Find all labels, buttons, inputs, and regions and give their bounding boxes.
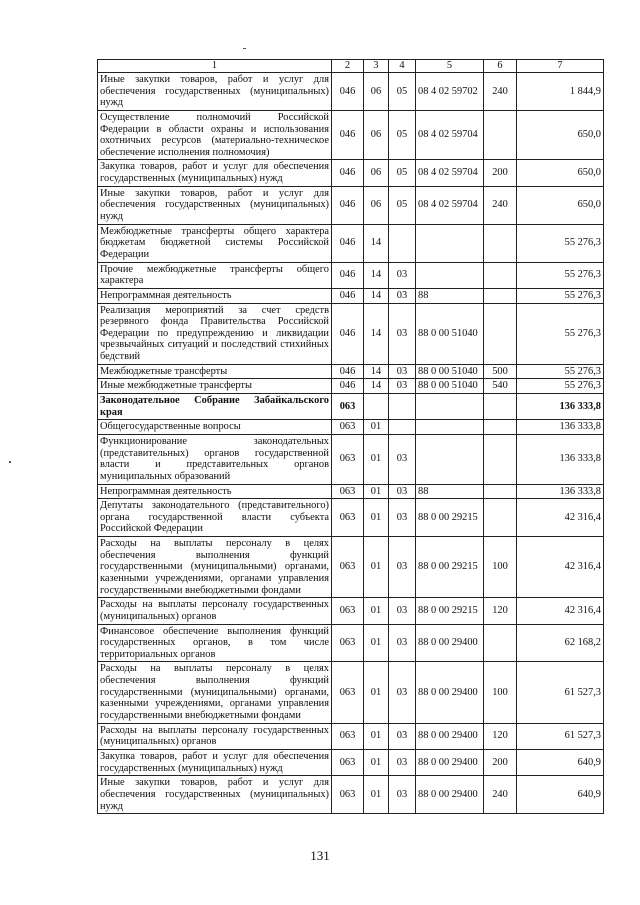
cell-target-article: 88 [416,288,484,303]
cell-expense-type: 120 [484,723,517,749]
cell-target-article: 88 0 00 51040 [416,364,484,379]
cell-ministry-code: 046 [332,303,364,364]
cell-expense-type [484,484,517,499]
column-header: 5 [416,60,484,73]
cell-amount: 136 333,8 [517,434,604,484]
table-row [98,537,604,598]
cell-ministry-code: 063 [332,624,364,662]
cell-subsection: 03 [389,749,416,775]
cell-section: 01 [364,420,389,435]
cell-expense-type [484,110,517,160]
cell-name: Межбюджетные трансферты общего характера бюджетам бюджетной системы Российской Федерации [98,224,332,262]
cell-section: 14 [364,288,389,303]
cell-ministry-code: 063 [332,394,364,420]
column-header: 2 [332,60,364,73]
cell-name: Иные закупки товаров, работ и услуг для обеспечения государственных (муниципальных) нужд [98,186,332,224]
cell-expense-type: 200 [484,749,517,775]
column-header: 7 [517,60,604,73]
cell-section: 01 [364,749,389,775]
cell-ministry-code: 063 [332,723,364,749]
cell-expense-type: 240 [484,73,517,111]
table-row [98,434,604,484]
cell-target-article: 88 0 00 29400 [416,662,484,723]
cell-expense-type [484,303,517,364]
cell-target-article: 88 0 00 51040 [416,303,484,364]
cell-expense-type [484,224,517,262]
table-row [98,303,604,364]
table-row [98,224,604,262]
table-row [98,288,604,303]
cell-amount: 55 276,3 [517,364,604,379]
budget-table [97,59,604,814]
cell-expense-type: 200 [484,160,517,186]
cell-target-article [416,434,484,484]
cell-expense-type: 540 [484,379,517,394]
cell-name: Иные межбюджетные трансферты [98,379,332,394]
page-number: 131 [310,848,330,863]
cell-section: 01 [364,434,389,484]
cell-subsection: 03 [389,598,416,624]
cell-name: Прочие межбюджетные трансферты общего характера [98,262,332,288]
cell-ministry-code: 063 [332,420,364,435]
cell-name: Общегосударственные вопросы [98,420,332,435]
cell-ministry-code: 046 [332,262,364,288]
cell-subsection: 03 [389,303,416,364]
cell-expense-type: 500 [484,364,517,379]
cell-target-article: 88 0 00 29400 [416,624,484,662]
cell-section: 01 [364,484,389,499]
cell-target-article: 88 0 00 51040 [416,379,484,394]
cell-subsection: 03 [389,537,416,598]
cell-expense-type: 100 [484,537,517,598]
table-row [98,160,604,186]
column-header: 4 [389,60,416,73]
cell-name: Финансовое обеспечение выполнения функций государственных органов, в том числе территориальных органов [98,624,332,662]
cell-section: 14 [364,262,389,288]
budget-table-wrapper [97,59,603,814]
cell-section: 14 [364,303,389,364]
cell-amount: 640,9 [517,776,604,814]
cell-subsection: 03 [389,776,416,814]
cell-amount: 55 276,3 [517,262,604,288]
cell-name: Расходы на выплаты персоналу в целях обеспечения выполнения функций государственными (муниципальными) органами, казенными учреждениями, органами управления государственными внебюджетными фондами [98,662,332,723]
cell-expense-type [484,499,517,537]
cell-section: 01 [364,662,389,723]
cell-ministry-code: 063 [332,662,364,723]
cell-name: Законодательное Собрание Забайкальского края [98,394,332,420]
cell-expense-type: 240 [484,186,517,224]
cell-subsection: 03 [389,484,416,499]
cell-name: Непрограммная деятельность [98,288,332,303]
cell-amount: 55 276,3 [517,303,604,364]
cell-target-article: 08 4 02 59704 [416,186,484,224]
table-row [98,186,604,224]
cell-expense-type [484,262,517,288]
cell-subsection: 03 [389,499,416,537]
table-row [98,624,604,662]
cell-target-article: 88 0 00 29215 [416,537,484,598]
cell-name: Депутаты законодательного (представительного) органа государственной власти субъекта Российской Федерации [98,499,332,537]
cell-amount: 1 844,9 [517,73,604,111]
cell-subsection: 05 [389,110,416,160]
cell-target-article [416,262,484,288]
table-row [98,73,604,111]
cell-section: 01 [364,537,389,598]
cell-name: Осуществление полномочий Российской Федерации в области охраны и использования охотничьих ресурсов (материально-техническое обеспечение исполнения полномочия) [98,110,332,160]
cell-expense-type: 240 [484,776,517,814]
cell-ministry-code: 046 [332,379,364,394]
cell-target-article: 88 0 00 29400 [416,749,484,775]
cell-target-article: 08 4 02 59704 [416,160,484,186]
cell-ministry-code: 063 [332,499,364,537]
cell-expense-type [484,420,517,435]
cell-amount: 42 316,4 [517,598,604,624]
cell-ministry-code: 046 [332,288,364,303]
cell-expense-type [484,394,517,420]
cell-section: 01 [364,776,389,814]
cell-name: Межбюджетные трансферты [98,364,332,379]
table-body [98,60,604,814]
cell-amount: 55 276,3 [517,379,604,394]
table-header-row [98,60,604,73]
cell-expense-type [484,434,517,484]
table-row [98,420,604,435]
scan-artifact [9,461,11,463]
cell-subsection: 03 [389,364,416,379]
cell-subsection: 03 [389,288,416,303]
cell-ministry-code: 046 [332,224,364,262]
cell-ministry-code: 046 [332,186,364,224]
cell-amount: 55 276,3 [517,224,604,262]
cell-amount: 650,0 [517,160,604,186]
table-row [98,662,604,723]
column-header: 1 [98,60,332,73]
cell-name: Функционирование законодательных (представительных) органов государственной власти и представительных органов муниципальных образований [98,434,332,484]
cell-ministry-code: 063 [332,434,364,484]
cell-section: 14 [364,364,389,379]
cell-section: 01 [364,499,389,537]
cell-amount: 61 527,3 [517,662,604,723]
cell-target-article [416,224,484,262]
cell-amount: 62 168,2 [517,624,604,662]
cell-section [364,394,389,420]
cell-amount: 42 316,4 [517,499,604,537]
cell-target-article: 88 0 00 29215 [416,598,484,624]
cell-expense-type [484,624,517,662]
cell-ministry-code: 046 [332,73,364,111]
cell-amount: 136 333,8 [517,420,604,435]
cell-section: 14 [364,379,389,394]
cell-subsection: 03 [389,662,416,723]
cell-subsection: 03 [389,624,416,662]
table-row [98,723,604,749]
cell-ministry-code: 063 [332,598,364,624]
cell-name: Реализация мероприятий за счет средств резервного фонда Правительства Российской Федерации по предупреждению и ликвидации чрезвычайных ситуаций и последствий стихийных бедствий [98,303,332,364]
table-row [98,364,604,379]
cell-amount: 61 527,3 [517,723,604,749]
cell-target-article: 88 0 00 29400 [416,723,484,749]
cell-amount: 136 333,8 [517,394,604,420]
cell-ministry-code: 063 [332,537,364,598]
cell-name: Закупка товаров, работ и услуг для обеспечения государственных (муниципальных) нужд [98,160,332,186]
cell-ministry-code: 046 [332,160,364,186]
cell-amount: 42 316,4 [517,537,604,598]
column-header: 6 [484,60,517,73]
cell-target-article [416,394,484,420]
table-row [98,749,604,775]
cell-section: 06 [364,160,389,186]
cell-expense-type [484,288,517,303]
cell-section: 06 [364,110,389,160]
column-header: 3 [364,60,389,73]
table-row [98,262,604,288]
cell-amount: 136 333,8 [517,484,604,499]
cell-name: Расходы на выплаты персоналу государственных (муниципальных) органов [98,723,332,749]
cell-name: Непрограммная деятельность [98,484,332,499]
cell-target-article: 88 0 00 29400 [416,776,484,814]
cell-section: 01 [364,624,389,662]
cell-subsection [389,420,416,435]
cell-section: 01 [364,723,389,749]
cell-name: Расходы на выплаты персоналу в целях обеспечения выполнения функций государственными (муниципальными) органами, казенными учреждениями, органами управления государственными внебюджетными фондами [98,537,332,598]
table-row [98,776,604,814]
cell-name: Иные закупки товаров, работ и услуг для обеспечения государственных (муниципальных) нужд [98,73,332,111]
cell-name: Расходы на выплаты персоналу государственных (муниципальных) органов [98,598,332,624]
cell-ministry-code: 046 [332,364,364,379]
cell-amount: 55 276,3 [517,288,604,303]
cell-subsection: 03 [389,723,416,749]
cell-target-article [416,420,484,435]
cell-section: 06 [364,186,389,224]
cell-subsection: 05 [389,160,416,186]
cell-subsection: 05 [389,73,416,111]
cell-target-article: 08 4 02 59704 [416,110,484,160]
cell-amount: 650,0 [517,186,604,224]
cell-amount: 640,9 [517,749,604,775]
cell-subsection: 03 [389,379,416,394]
cell-section: 06 [364,73,389,111]
cell-expense-type: 100 [484,662,517,723]
cell-ministry-code: 063 [332,484,364,499]
cell-subsection: 05 [389,186,416,224]
cell-target-article: 88 0 00 29215 [416,499,484,537]
cell-target-article: 08 4 02 59702 [416,73,484,111]
cell-expense-type: 120 [484,598,517,624]
cell-target-article: 88 [416,484,484,499]
table-row [98,499,604,537]
cell-subsection: 03 [389,434,416,484]
cell-ministry-code: 046 [332,110,364,160]
cell-subsection [389,224,416,262]
cell-section: 14 [364,224,389,262]
scan-artifact [243,48,246,49]
table-row [98,110,604,160]
table-row [98,379,604,394]
cell-section: 01 [364,598,389,624]
cell-ministry-code: 063 [332,776,364,814]
cell-name: Иные закупки товаров, работ и услуг для обеспечения государственных (муниципальных) нужд [98,776,332,814]
cell-subsection: 03 [389,262,416,288]
cell-name: Закупка товаров, работ и услуг для обеспечения государственных (муниципальных) нужд [98,749,332,775]
table-row [98,394,604,420]
cell-amount: 650,0 [517,110,604,160]
table-row [98,484,604,499]
cell-ministry-code: 063 [332,749,364,775]
table-row [98,598,604,624]
cell-subsection [389,394,416,420]
